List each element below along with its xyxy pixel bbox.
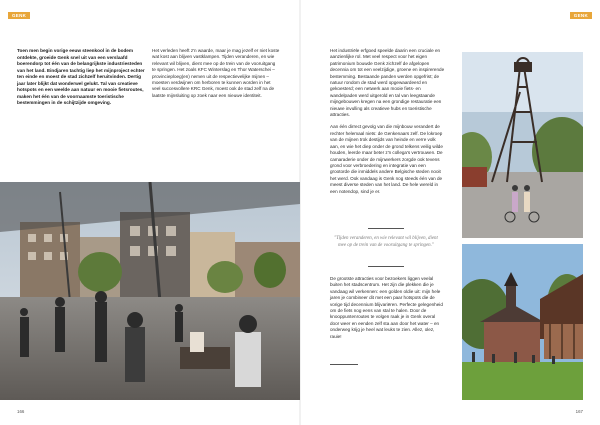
column-three [330, 48, 445, 201]
quote-rule-top [368, 228, 404, 229]
chapel-photo [462, 244, 583, 400]
pull-quote: "Tijden veranderen, en wie relevant wil blijven, dient mee op de trein van de vooruitgang te springen." [334, 236, 438, 248]
street-photo [0, 182, 300, 400]
column-four [330, 276, 445, 346]
quote-rule-bottom [368, 266, 404, 267]
column-two-paragraph: Het verleden heeft z'n waarde, maar je mag jezelf er niet koste wat kost aan blijven vastklampen. Tijden veranderen, en wie relevant wil blijven, dient mee op de trein van de vooruitgang te springen. Het zoals KFC Winterslag en Thor Waterschei – provincieploeg(en) nemen uit de respectievelijke mijnen – moesten verdwijnen om herboren te kunnen worden in het veel succesvollere KRC Genk, moest ook de stad zelf na de laatste mijnsluiting op zoek naar een nieuwe identiteit. [152, 48, 280, 98]
section-tag-right: GENK [570, 12, 592, 19]
column-four-paragraph: De grootste attracties voor bezoekers liggen veelal buiten het stadscentrum. Het zijn die plekken die je vandaag wil verkennen: een golden oldie uit: mijn hele jaren je combineer dit met een paar hotspots die de vorige tijd decennium blijvariëren. Perfecte gelegenheid om de fiets nog eens van stal te halen. Door de knooppuntenroutes te volgen raak je in Genk overal door weer en eenden zelf sta aan door het water – en onderweg krijg je heel wat leuks te zien. Allez, olez, rauie! [330, 276, 443, 339]
page-number-left: 166 [17, 409, 25, 414]
page-number-right: 167 [575, 409, 583, 414]
section-tag-left: GENK [8, 12, 30, 19]
column-three-paragraph-1: Het industriële erfgoed speelde daarin een cruciale en aanzienlijke rol. Met veel respect voor het eigen patrimonium bouwde Genk zichzelf de afgelopen decennia om tot een veelzijdige, groene en inspirerende bestemming. Bestaande panden werden opgefrist; de natuur rondom de stad werd opgewaardeerd en gekoesterd; een netwerk aan mooie fiets- en wandelpaden werd uitgerold en tal van leegstaande mijngebouwen kregen na een grondige restauratie een nieuwe invulling als creatieve hubs en toeristische attracties. [330, 48, 445, 118]
minetower-photo [462, 52, 583, 238]
column-two [152, 48, 280, 105]
column-three-paragraph-2: Aan één dirrect gevolg van die mijnbouw verandert de rechter helemaal niets: de Genkenaars zelf. De lokroep van de mijnen trok destijds van heinde en verre volk aan, en wie het diep onder de grond telkens veilig wilde houden, leerde maar beter z'n collega's vertrouwen. De camaraderie onder de mijnwerkers zorgde ook tevens grond voor verbroedering en integratie van een grootorde die inmiddels andere Belgische steden nooit het werd. Ook vandaag is Genk nog steeds één van de meest diverse steden van het land. De hele wereld in een notendop, sind je er. [330, 124, 443, 194]
intro-paragraph: Toen men begin vorige eeuw steenkool in de bodem ontdekte, groeide Genk snel uit van een verslaafd boerendorp tot één van de belangrijkste industriesteden van het land. Eindjaren tachtig liep het mijnproject echter ten einde en moest de stad zichzelf heruitvinden. Dertig jaar later blijkt dat wonderwel gelukt. Tal van creatieve hotspots en een weelde aan natuur en mooie fietsroutes, maken het één van de voornaamste toeristische bestemmingen in de schijtzijde omgeving. [17, 48, 145, 105]
end-rule [330, 364, 358, 365]
